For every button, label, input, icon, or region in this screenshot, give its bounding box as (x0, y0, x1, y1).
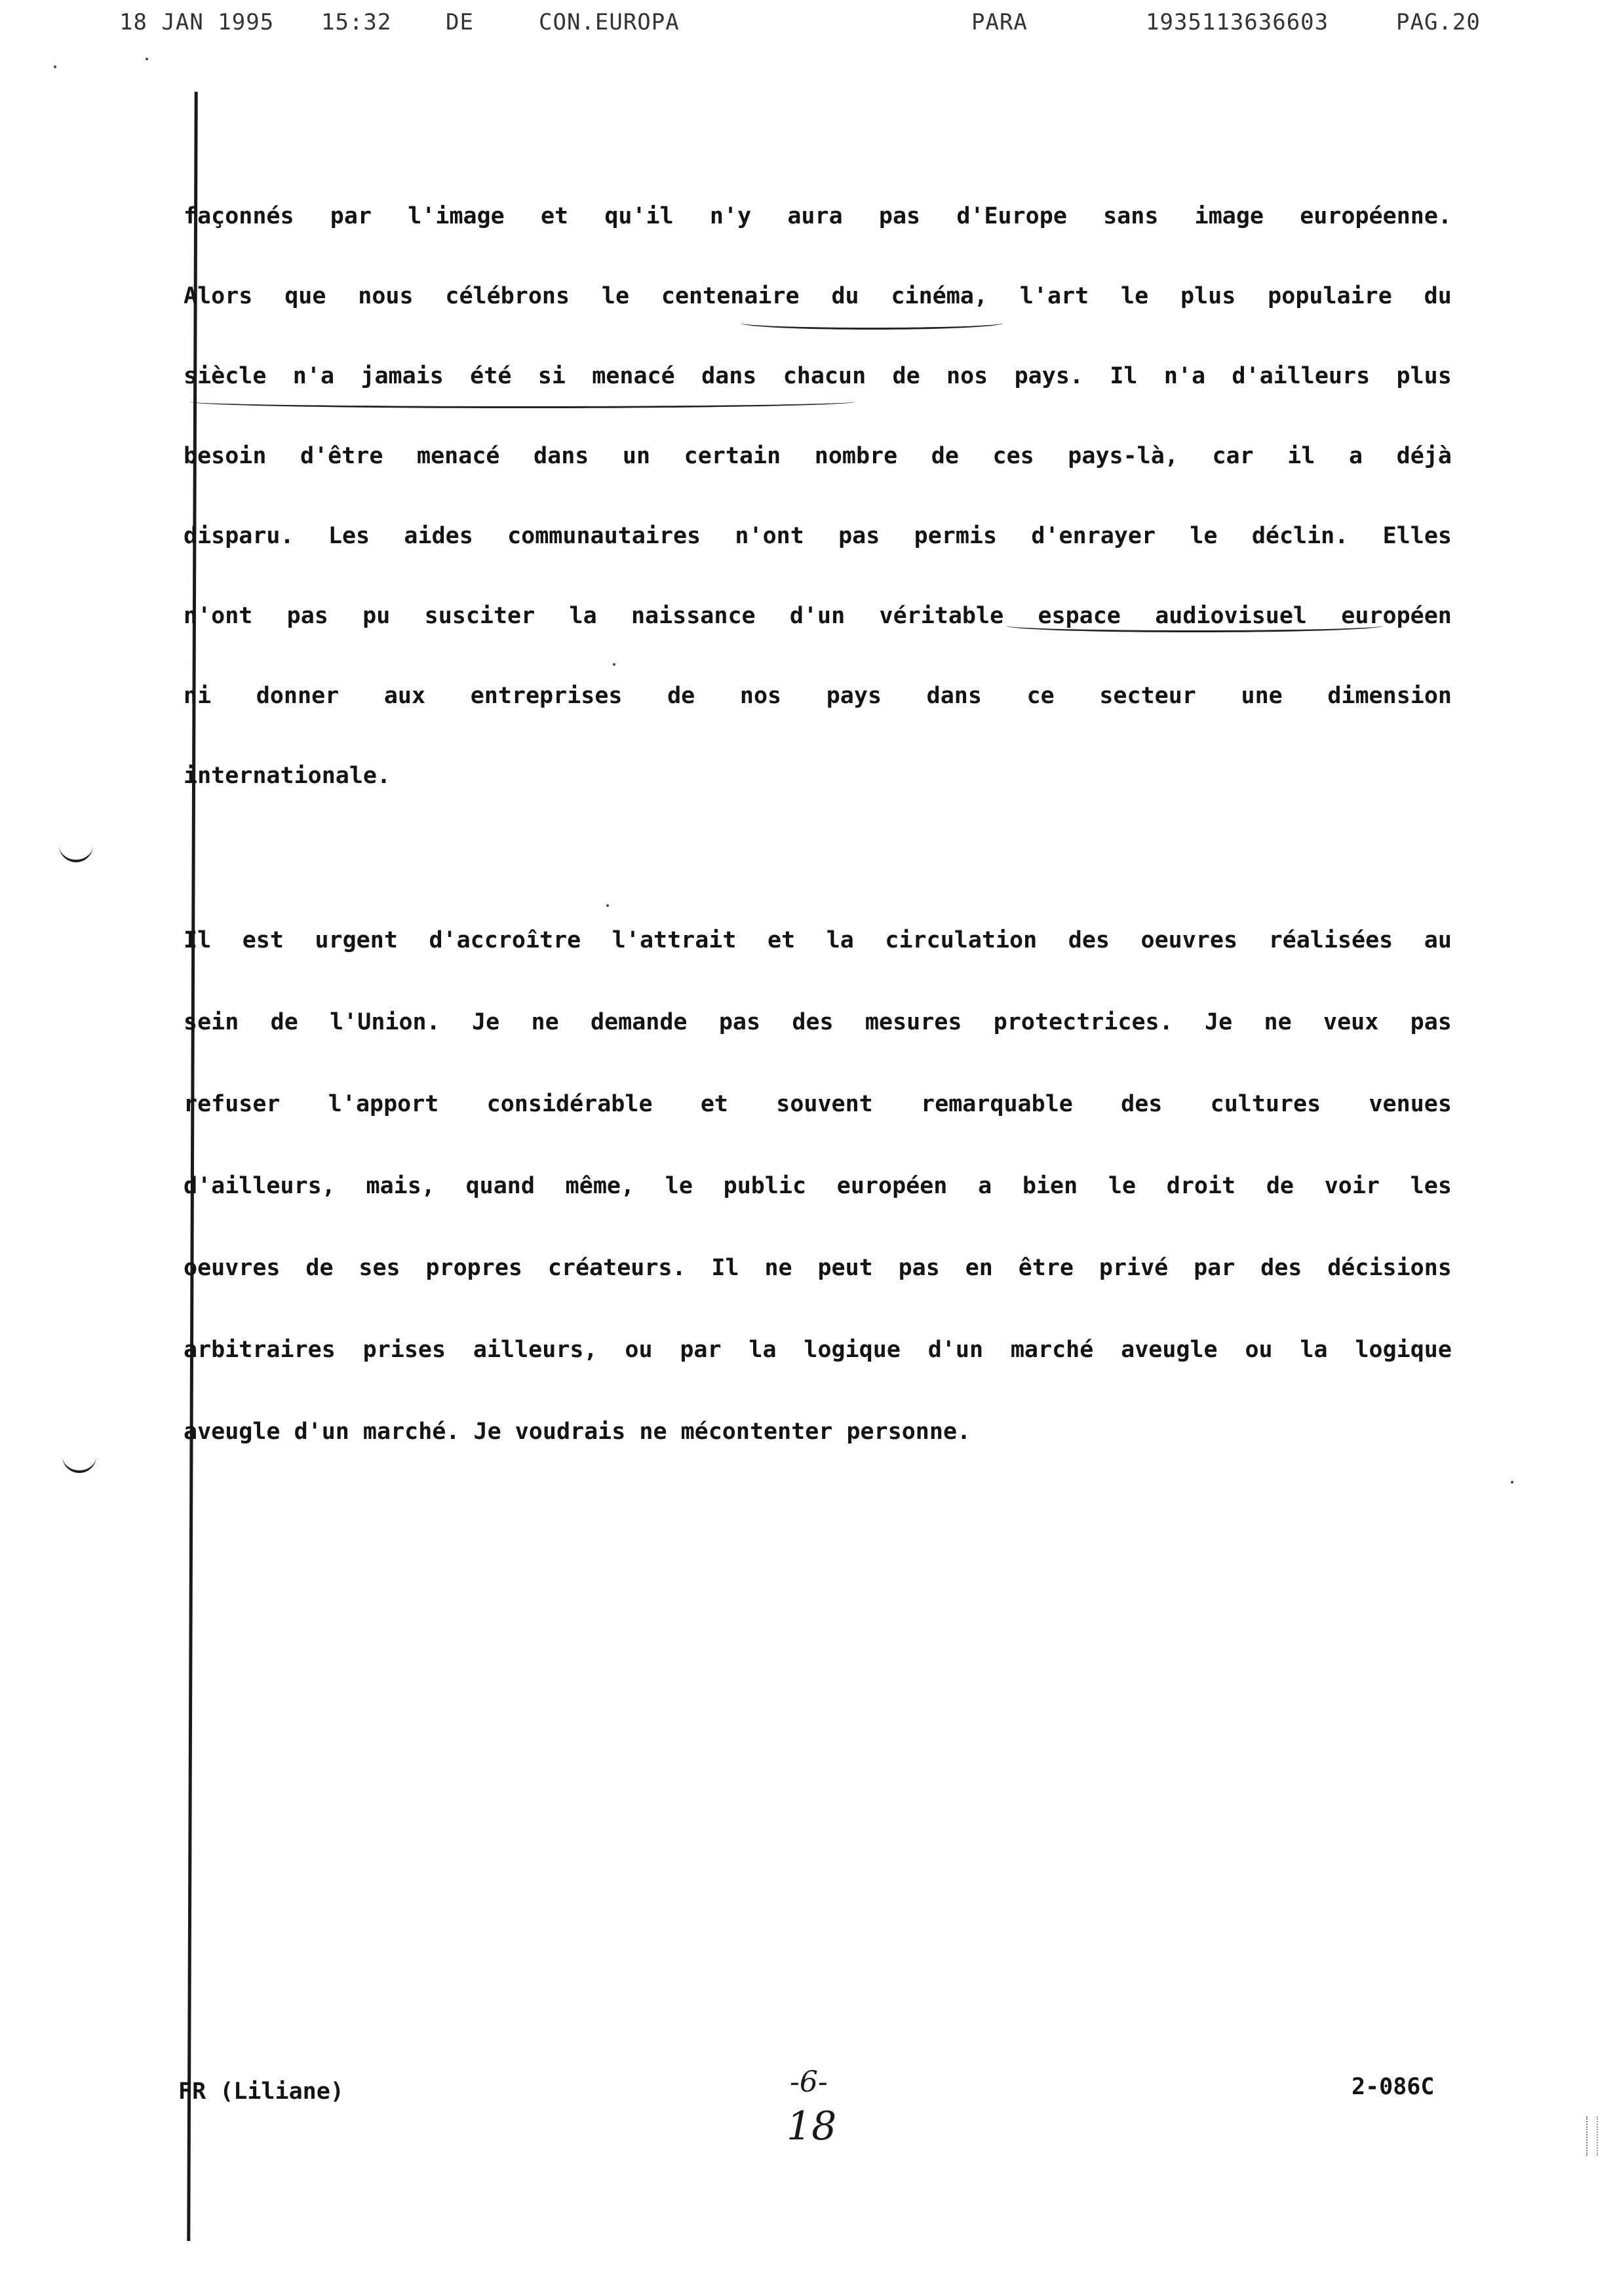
word: ou (1245, 1337, 1273, 1363)
handwritten-underline (741, 321, 1003, 330)
paragraph-1-line-1 (184, 203, 1452, 236)
word: des (792, 1009, 834, 1035)
word: des (1068, 927, 1110, 953)
word: même, (565, 1173, 635, 1199)
word: venues (1369, 1091, 1452, 1117)
word: Il (1110, 363, 1138, 389)
fax-number: 1935113636603 (1146, 9, 1329, 35)
word: urgent (315, 927, 398, 953)
word: d'enrayer (1031, 523, 1156, 549)
word: nous (358, 283, 414, 309)
word: prises (362, 1337, 446, 1363)
word: audiovisuel (1155, 603, 1307, 629)
word: pays (826, 683, 882, 709)
word: disparu. (184, 523, 294, 549)
word: oeuvres (184, 1255, 281, 1281)
scan-speck (146, 58, 148, 60)
word: du (1424, 283, 1452, 309)
word: d'un (789, 603, 846, 629)
word: de (270, 1009, 298, 1035)
word: droit (1166, 1173, 1236, 1199)
word: pas (286, 603, 328, 629)
word: permis (914, 523, 998, 549)
word: n'ont (735, 523, 804, 549)
word: Il (711, 1255, 739, 1281)
word: véritable (879, 603, 1004, 629)
word: est (242, 927, 284, 953)
paragraph-2-line-3 (184, 1091, 1452, 1124)
word: plus (1396, 363, 1452, 389)
word: du (831, 283, 859, 309)
word: sans (1103, 203, 1159, 229)
word: cultures (1210, 1091, 1321, 1117)
word: naissance (631, 603, 756, 629)
word: ou (625, 1337, 653, 1363)
word: et (540, 203, 569, 229)
word: veux (1323, 1009, 1379, 1035)
word: de (667, 683, 695, 709)
word: l'Union. (330, 1009, 440, 1035)
word: entreprises (470, 683, 623, 709)
word: logique (1355, 1337, 1452, 1363)
paragraph-2-line-2 (184, 1009, 1452, 1042)
word: a (1348, 443, 1363, 469)
word: le (1190, 523, 1218, 549)
word: secteur (1099, 683, 1196, 709)
word: la (749, 1337, 777, 1363)
word: pas (838, 523, 880, 549)
fax-transmission-header (0, 9, 1615, 48)
word: le (1108, 1173, 1137, 1199)
word: par (330, 203, 372, 229)
word: Je (1205, 1009, 1233, 1035)
word: centenaire (661, 283, 800, 309)
word: réalisées (1268, 927, 1393, 953)
word: de (1266, 1173, 1294, 1199)
word: demande (590, 1009, 688, 1035)
footer-author: FR (Liliane) (178, 2078, 344, 2105)
word: n'a (292, 363, 335, 389)
word: ces (992, 443, 1034, 469)
word: plus (1180, 283, 1236, 309)
handwritten-underline (190, 400, 855, 408)
word: besoin (184, 443, 267, 469)
word: n'y (709, 203, 752, 229)
word: la (569, 603, 597, 629)
word: d'être (300, 443, 383, 469)
word: qu'il (604, 203, 674, 229)
fax-page-number: PAG.20 (1396, 9, 1481, 35)
word: l'art (1019, 283, 1089, 309)
word: pu (362, 603, 391, 629)
word: n'a (1163, 363, 1206, 389)
word: d'ailleurs, (184, 1173, 336, 1199)
word: certain (684, 443, 781, 469)
word: peut (817, 1255, 873, 1281)
scan-speck (606, 904, 609, 907)
word: refuser (184, 1091, 281, 1117)
margin-check-mark (62, 1456, 96, 1473)
word: arbitraires (184, 1337, 336, 1363)
word: mesures (865, 1009, 962, 1035)
word: mais, (366, 1173, 435, 1199)
word: protectrices. (993, 1009, 1173, 1035)
word: l'attrait (612, 927, 737, 953)
word: sein (184, 1009, 239, 1035)
word: aveugle (1121, 1337, 1218, 1363)
word: pays. (1014, 363, 1083, 389)
paragraph-2-line-7: aveugle d'un marché. Je voudrais ne mécontenter personne. (184, 1419, 971, 1445)
footer-document-code: 2-086C (1352, 2074, 1435, 2100)
word: Alors (184, 283, 253, 309)
word: et (700, 1091, 728, 1117)
word: cinéma, (891, 283, 988, 309)
word: chacun (783, 363, 866, 389)
word: ailleurs, (473, 1337, 598, 1363)
word: une (1241, 683, 1283, 709)
word: créateurs. (547, 1255, 686, 1281)
word: oeuvres (1140, 927, 1238, 953)
paragraph-1-line-4 (184, 443, 1452, 476)
word: aides (404, 523, 473, 549)
fax-time: 15:32 (321, 9, 392, 35)
word: dans (926, 683, 982, 709)
word: nos (946, 363, 988, 389)
word: ses (359, 1255, 400, 1281)
paragraph-1-line-5 (184, 523, 1452, 556)
word: public (723, 1173, 807, 1199)
word: par (1194, 1255, 1236, 1281)
word: européenne. (1300, 203, 1452, 229)
paragraph-1-line-8: internationale. (184, 763, 391, 789)
word: populaire (1268, 283, 1392, 309)
word: pays-là, (1068, 443, 1178, 469)
word: jamais (360, 363, 444, 389)
word: pas (898, 1255, 940, 1281)
word: souvent (776, 1091, 873, 1117)
word: espace (1038, 603, 1121, 629)
word: car (1212, 443, 1254, 469)
word: des (1260, 1255, 1302, 1281)
word: la (826, 927, 854, 953)
word: européen (836, 1173, 948, 1199)
word: quand (465, 1173, 535, 1199)
word: été (470, 363, 512, 389)
word: ne (764, 1255, 792, 1281)
fax-from-value: CON.EUROPA (539, 9, 680, 35)
word: propres (425, 1255, 522, 1281)
word: de (892, 363, 920, 389)
word: le (1121, 283, 1149, 309)
word: de (305, 1255, 334, 1281)
paragraph-1-line-2 (184, 283, 1452, 316)
word: image (1194, 203, 1264, 229)
word: aux (383, 683, 426, 709)
word: au (1424, 927, 1452, 953)
word: aura (787, 203, 843, 229)
word: d'Europe (956, 203, 1067, 229)
word: privé (1099, 1255, 1169, 1281)
word: et (768, 927, 796, 953)
word: a (978, 1173, 992, 1199)
word: que (284, 283, 326, 309)
paragraph-2-line-4 (184, 1173, 1452, 1206)
word: européen (1341, 603, 1452, 629)
word: il (1287, 443, 1315, 469)
word: en (965, 1255, 993, 1281)
word: remarquable (921, 1091, 1073, 1117)
word: Je (472, 1009, 500, 1035)
fax-to-label: PARA (971, 9, 1028, 35)
margin-check-mark (59, 845, 93, 862)
word: pas (1410, 1009, 1452, 1035)
handwritten-page-number: 18 (787, 2103, 837, 2149)
word: le (665, 1173, 693, 1199)
word: de (931, 443, 959, 469)
word: d'un (927, 1337, 984, 1363)
word: Elles (1382, 523, 1452, 549)
word: nombre (814, 443, 898, 469)
word: ni (184, 683, 212, 709)
word: considérable (486, 1091, 653, 1117)
word: par (680, 1337, 722, 1363)
word: dimension (1327, 683, 1452, 709)
scan-edge-marks (1586, 2116, 1598, 2156)
word: voir (1324, 1173, 1380, 1199)
word: ne (531, 1009, 559, 1035)
scan-speck (613, 663, 615, 666)
word: ne (1264, 1009, 1292, 1035)
word: dans (701, 363, 757, 389)
word: les (1410, 1173, 1452, 1199)
paragraph-1-line-7 (184, 683, 1452, 716)
paragraph-2-line-1 (184, 927, 1452, 960)
word: dans (534, 443, 589, 469)
word: d'accroître (429, 927, 581, 953)
footer-page-number: -6- (790, 2065, 828, 2099)
word: nos (739, 683, 782, 709)
paragraph-2-line-5 (184, 1255, 1452, 1288)
word: être (1018, 1255, 1074, 1281)
word: menacé (592, 363, 675, 389)
word: n'ont (184, 603, 253, 629)
word: l'apport (328, 1091, 439, 1117)
word: célébrons (445, 283, 570, 309)
paragraph-1-line-3 (184, 363, 1452, 396)
word: d'ailleurs (1232, 363, 1371, 389)
word: décisions (1327, 1255, 1452, 1281)
word: l'image (408, 203, 505, 229)
word: siècle (184, 363, 267, 389)
paragraph-2-line-6 (184, 1337, 1452, 1369)
word: Les (328, 523, 370, 549)
word: donner (256, 683, 340, 709)
word: pas (718, 1009, 761, 1035)
word: menacé (417, 443, 500, 469)
word: logique (804, 1337, 901, 1363)
word: déclin. (1251, 523, 1349, 549)
word: bien (1022, 1173, 1078, 1199)
word: pas (878, 203, 921, 229)
word: le (601, 283, 630, 309)
margin-vertical-line (187, 92, 197, 2241)
word: si (537, 363, 566, 389)
word: communautaires (507, 523, 701, 549)
word: la (1300, 1337, 1328, 1363)
word: susciter (424, 603, 535, 629)
word: ce (1026, 683, 1055, 709)
fax-date: 18 JAN 1995 (119, 9, 275, 35)
word: un (622, 443, 651, 469)
word: marché (1010, 1337, 1094, 1363)
scan-speck (1511, 1481, 1513, 1483)
word: Il (184, 927, 212, 953)
scan-speck (54, 66, 56, 68)
fax-from-label: DE (446, 9, 474, 35)
word: déjà (1396, 443, 1452, 469)
word: façonnés (184, 203, 294, 229)
word: circulation (885, 927, 1038, 953)
word: des (1121, 1091, 1163, 1117)
